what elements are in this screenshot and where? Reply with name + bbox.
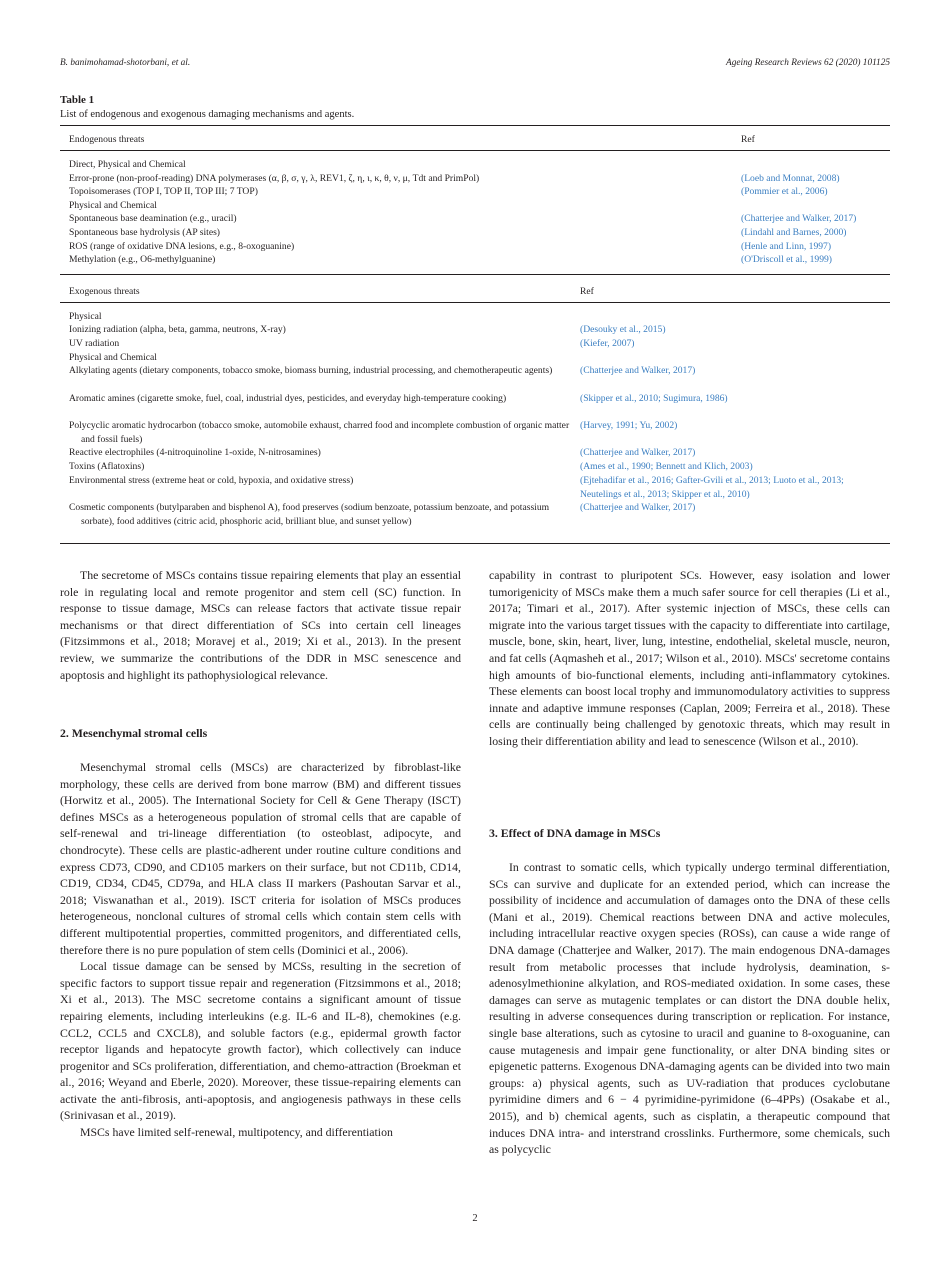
endogenous-ref[interactable]: (Lindahl and Barnes, 2000)	[741, 227, 847, 238]
endogenous-ref[interactable]: (Henle and Linn, 1997)	[741, 241, 832, 252]
endogenous-ref[interactable]: (Pommier et al., 2006)	[741, 186, 828, 197]
exogenous-ref[interactable]: (Chatterjee and Walker, 2017)	[580, 502, 696, 513]
exogenous-ref[interactable]: (Skipper et al., 2010; Sugimura, 1986)	[580, 393, 728, 404]
exogenous-ref[interactable]: (Ejtehadifar et al., 2016; Gafter-Gvili et al., 2013; Luoto et al., 2013; Neutelings et al., 2013; Skipper et al., 2010)	[580, 475, 844, 500]
exogenous-row: Toxins (Aflatoxins)	[69, 461, 145, 472]
left-column-intro	[60, 567, 461, 683]
exogenous-ref[interactable]: (Desouky et al., 2015)	[580, 324, 666, 335]
endogenous-ref[interactable]: (Loeb and Monnat, 2008)	[741, 173, 840, 184]
exogenous-row: Cosmetic components (butylparaben and bisphenol A), food preserves (sodium benzoate, potassium benzoate, and potassium sorbate), food additives (citric acid, phosphoric acid, brilliant blue, and sunset yellow)	[69, 502, 550, 527]
endogenous-row: Error-prone (non-proof-reading) DNA polymerases (α, β, σ, γ, λ, REV1, ζ, η, ι, κ, θ, ν, μ, Tdt and PrimPol)	[69, 173, 480, 184]
table-caption: List of endogenous and exogenous damaging mechanisms and agents.	[60, 109, 355, 120]
endogenous-row: Topoisomerases (TOP I, TOP II, TOP III; 7 TOP)	[69, 186, 258, 197]
table-label: Table 1	[60, 94, 95, 106]
exogenous-row: Environmental stress (extreme heat or cold, hypoxia, and oxidative stress)	[69, 475, 354, 486]
exogenous-header: Exogenous threats	[69, 286, 140, 297]
endogenous-header: Endogenous threats	[69, 134, 145, 145]
endogenous-row: Methylation (e.g., O6-methylguanine)	[69, 254, 216, 265]
exogenous-row: Polycyclic aromatic hydrocarbon (tobacco smoke, automobile exhaust, charred food and incomplete combustion of organic matter and fossil fuels)	[69, 420, 570, 445]
exogenous-row: UV radiation	[69, 338, 120, 349]
exogenous-row: Reactive electrophiles (4-nitroquinoline 1-oxide, N-nitrosamines)	[69, 447, 321, 458]
right-column-body	[489, 859, 890, 1158]
paragraph: The secretome of MSCs contains tissue repairing elements that play an essential role in regulating local and remote progenitor and stem cell (SC) function. In response to tissue damage, MSCs can release factors that activate tissue repair mechanisms or that direct differentiation of SCs into certain cell lineages (Fitzsimmons et al., 2018; Moravej et al., 2019; Xi et al., 2013). In the present review, we summarize the contributions of the DDR in MSC senescence and apoptosis and highlight its pathophysiological relevance.	[60, 568, 461, 682]
endogenous-ref[interactable]: (Chatterjee and Walker, 2017)	[741, 213, 857, 224]
exogenous-ref[interactable]: (Harvey, 1991; Yu, 2002)	[580, 420, 678, 431]
endogenous-row: Spontaneous base hydrolysis (AP sites)	[69, 227, 221, 238]
exogenous-ref[interactable]: (Kiefer, 2007)	[580, 338, 635, 349]
right-column-top	[489, 567, 890, 750]
running-header-journal: Ageing Research Reviews 62 (2020) 101125	[726, 58, 890, 68]
exogenous-top-rule	[60, 274, 890, 275]
paragraph: In contrast to somatic cells, which typically undergo terminal differentiation, SCs can survive and duplicate for an extended period, which can increase the possibility of incidence and accumulation of damages onto the DNA of these cells (Mani et al., 2019). Chemical reactions between DNA and active molecules, including intracellular reactive oxygen species (ROSs), can cause a wide range of DNA damage (Chatterjee and Walker, 2017). The main endogenous DNA-damages result from metabolic processes that include hydrolysis, deamination, s-adenosylmethionine alkylation, and ROS-mediated oxidation. In some cases, these damages can serve as mutagenic templates or can distort the DNA double helix, resulting in adverse consequences during transcription or replication. For instance, single base alterations, such as cytosine to uracil and guanine to 8-oxoguanine, can cause mutagenesis and impair gene functionality, or alter DNA binding sites or epigenetic patterns. Exogenous DNA-damaging agents can be divided into two main groups: a) physical agents, such as UV-radiation that produces cyclobutane pyrimidine dimers and 6 − 4 pyrimidine-pyrimidone (6–4PPs) (Osakabe et al., 2015), and b) chemical agents, such as cisplatin, a therapeutic compound that induces DNA intra- and interstrand crosslinks. Furthermore, some chemicals, such as polycyclic	[489, 860, 890, 1157]
endogenous-row: Spontaneous base deamination (e.g., uracil)	[69, 213, 237, 224]
exogenous-row: Alkylating agents (dietary components, tobacco smoke, biomass burning, industrial processing, and chemotherapeutic agents)	[69, 365, 553, 376]
section-2-title: 2. Mesenchymal stromal cells	[60, 726, 208, 740]
paragraph: Mesenchymal stromal cells (MSCs) are characterized by fibroblast-like morphology, these cells are derived from bone marrow (BM) and different tissues (Horwitz et al., 2005). The International Society for Cell & Gene Therapy (ISCT) defines MSCs as a heterogeneous population of stromal cells that are capable of self-renewal and tri-lineage differentiation (to osteoblast, adipocyte, and chondrocyte). These cells are plastic-adherent under routine culture conditions and express CD73, CD90, and CD105 markers on their surface, but not CD11b, CD14, CD19, CD34, CD45, CD79a, and HLA class II markers (Pashoutan Sarvar et al., 2018; Viswanathan et al., 2019). ISCT criteria for isolation of MSCs produces heterogeneous, nonclonal cultures of stromal cells which contain stem cells with different multipotential properties, committed progenitors, and differentiated cells, therefore there is no pure population of stem cells (Dominici et al., 2006).	[60, 760, 461, 957]
exogenous-header-rule	[60, 302, 890, 303]
section-3-title: 3. Effect of DNA damage in MSCs	[489, 826, 661, 840]
endogenous-ref-header: Ref	[741, 134, 755, 145]
endogenous-row: Direct, Physical and Chemical	[69, 159, 186, 170]
exogenous-ref[interactable]: (Chatterjee and Walker, 2017)	[580, 447, 696, 458]
exogenous-ref[interactable]: (Ames et al., 1990; Bennett and Klich, 2003)	[580, 461, 753, 472]
table-top-rule	[60, 125, 890, 126]
exogenous-ref[interactable]: (Chatterjee and Walker, 2017)	[580, 365, 696, 376]
running-header-authors: B. banimohamad-shotorbani, et al.	[60, 58, 191, 68]
exogenous-row: Aromatic amines (cigarette smoke, fuel, coal, industrial dyes, pesticides, and everyday high-temperature cooking)	[69, 393, 507, 404]
paragraph: capability in contrast to pluripotent SCs. However, easy isolation and lower tumorigenicity of MSCs make them a much safer source for cell therapies (Li et al., 2017a; Timari et al., 2017). After systemic injection of MSCs, these cells can migrate into the various target tissues with the capacity to differentiate into cartilage, muscle, bone, skin, heart, liver, lung, intestine, endothelial, skeletal muscle, neuron, and fat cells (Aqmasheh et al., 2017; Wilson et al., 2010). MSCs' secretome contains high amounts of bio-functional elements, including anti-inflammatory cytokines. These elements can boost local trophy and immunomodulatory activities to suppress innate and adaptive immune responses (Caplan, 2009; Ferreira et al., 2018). These cells are continually being challenged by genotoxic threats, which may result in losing their differentiation ability and lead to senescence (Wilson et al., 2010).	[489, 568, 890, 748]
exogenous-row: Physical and Chemical	[69, 352, 157, 363]
paragraph: MSCs have limited self-renewal, multipotency, and differentiation	[80, 1125, 393, 1140]
exogenous-row: Physical	[69, 311, 102, 322]
paragraph: Local tissue damage can be sensed by MCSs, resulting in the secretion of specific factors to support tissue repair and regeneration (Fitzsimmons et al., 2018; Xi et al., 2013). The MSC secretome contains a significant amount of tissue repairing elements, including interleukins (e.g. IL-6 and IL-8), chemokines (e.g. CCL2, CCL5 and CXCL8), and soluble factors (e.g., epidermal growth factor receptor ligands and hepatocyte growth factor), which collectively can induce progenitor and SCs proliferation, differentiation, and chemo-attraction (Broekman et al., 2016; Weyand and Eberle, 2020). Moreover, these tissue-repairing elements can activate the anti-fibrosis, anti-apoptosis, and angiogenesis pathways in these cells (Srinivasan et al., 2019).	[60, 959, 461, 1123]
page-number: 2	[472, 1213, 478, 1224]
table-bottom-rule	[60, 543, 890, 544]
endogenous-header-rule	[60, 150, 890, 151]
endogenous-ref[interactable]: (O'Driscoll et al., 1999)	[741, 254, 832, 265]
exogenous-row: Ionizing radiation (alpha, beta, gamma, neutrons, X-ray)	[69, 324, 286, 335]
endogenous-row: Physical and Chemical	[69, 200, 157, 211]
endogenous-row: ROS (range of oxidative DNA lesions, e.g., 8-oxoguanine)	[69, 241, 295, 252]
exogenous-ref-header: Ref	[580, 286, 594, 297]
left-column-body	[60, 759, 461, 1141]
